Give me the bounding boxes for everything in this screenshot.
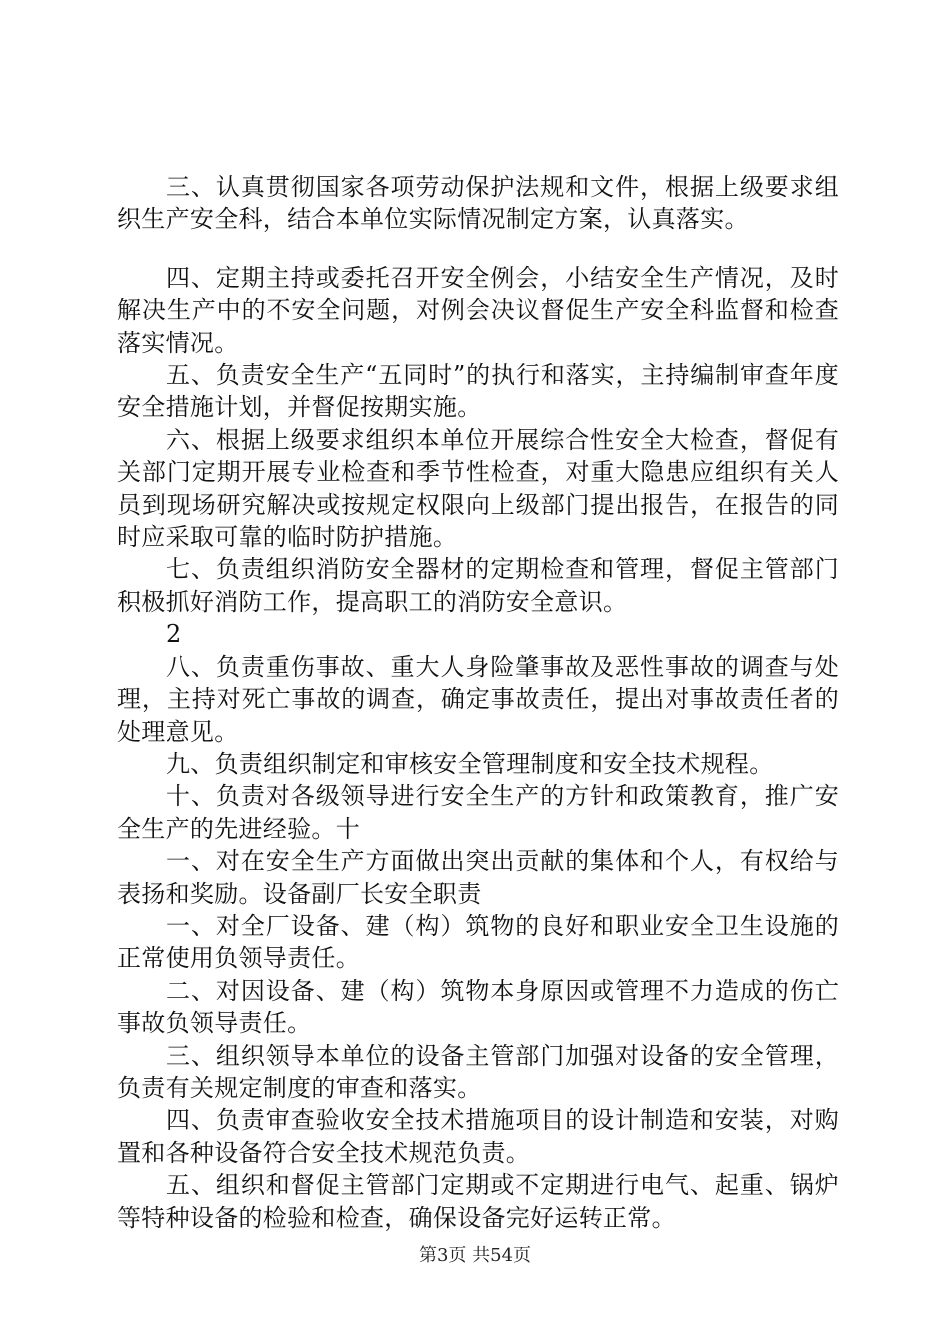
paragraph: 二、对因设备、建（构）筑物本身原因或管理不力造成的伤亡事故负领导责任。 (117, 976, 839, 1038)
paragraph: 十、负责对各级领导进行安全生产的方针和政策教育，推广安全生产的先进经验。十 (117, 782, 839, 843)
paragraph: 一、对在安全生产方面做出突出贡献的集体和个人，有权给与表扬和奖励。设备副厂长安全职责 (117, 847, 839, 908)
page-marker: 2 (166, 620, 182, 649)
paragraph: 四、负责审查验收安全技术措施项目的设计制造和安装，对购置和各种设备符合安全技术规范负责。 (117, 1106, 839, 1167)
document-body (117, 171, 839, 1234)
paragraph: 五、组织和督促主管部门定期或不定期进行电气、起重、锅炉等特种设备的检验和检查，确保设备完好运转正常。 (117, 1171, 839, 1232)
paragraph: 九、负责组织制定和审核安全管理制度和安全技术规程。 (166, 749, 774, 778)
paragraph: 四、定期主持或委托召开安全例会，小结安全生产情况，及时解决生产中的不安全问题，对例会决议督促生产安全科监督和检查落实情况。 (117, 263, 839, 357)
paragraph: 五、负责安全生产“五同时”的执行和落实，主持编制审查年度安全措施计划，并督促按期实施。 (117, 361, 839, 422)
paragraph: 七、负责组织消防安全器材的定期检查和管理，督促主管部门积极抓好消防工作，提高职工的消防安全意识。 (117, 555, 839, 616)
paragraph: 八、负责重伤事故、重大人身险肇事故及恶性事故的调查与处理，主持对死亡事故的调查，确定事故责任，提出对事故责任者的处理意见。 (117, 652, 839, 746)
paragraph: 三、认真贯彻国家各项劳动保护法规和文件，根据上级要求组织生产安全科，结合本单位实际情况制定方案，认真落实。 (117, 173, 839, 234)
paragraph: 六、根据上级要求组织本单位开展综合性安全大检查，督促有关部门定期开展专业检查和季节性检查，对重大隐患应组织有关人员到现场研究解决或按规定权限向上级部门提出报告，在报告的同时应采取可靠的临时防护措施。 (117, 425, 839, 552)
paragraph: 三、组织领导本单位的设备主管部门加强对设备的安全管理，负责有关规定制度的审查和落实。 (117, 1041, 839, 1102)
paragraph: 一、对全厂设备、建（构）筑物的良好和职业安全卫生设施的正常使用负领导责任。 (117, 911, 839, 973)
page-number-footer: 第3页 共54页 (418, 1245, 532, 1266)
